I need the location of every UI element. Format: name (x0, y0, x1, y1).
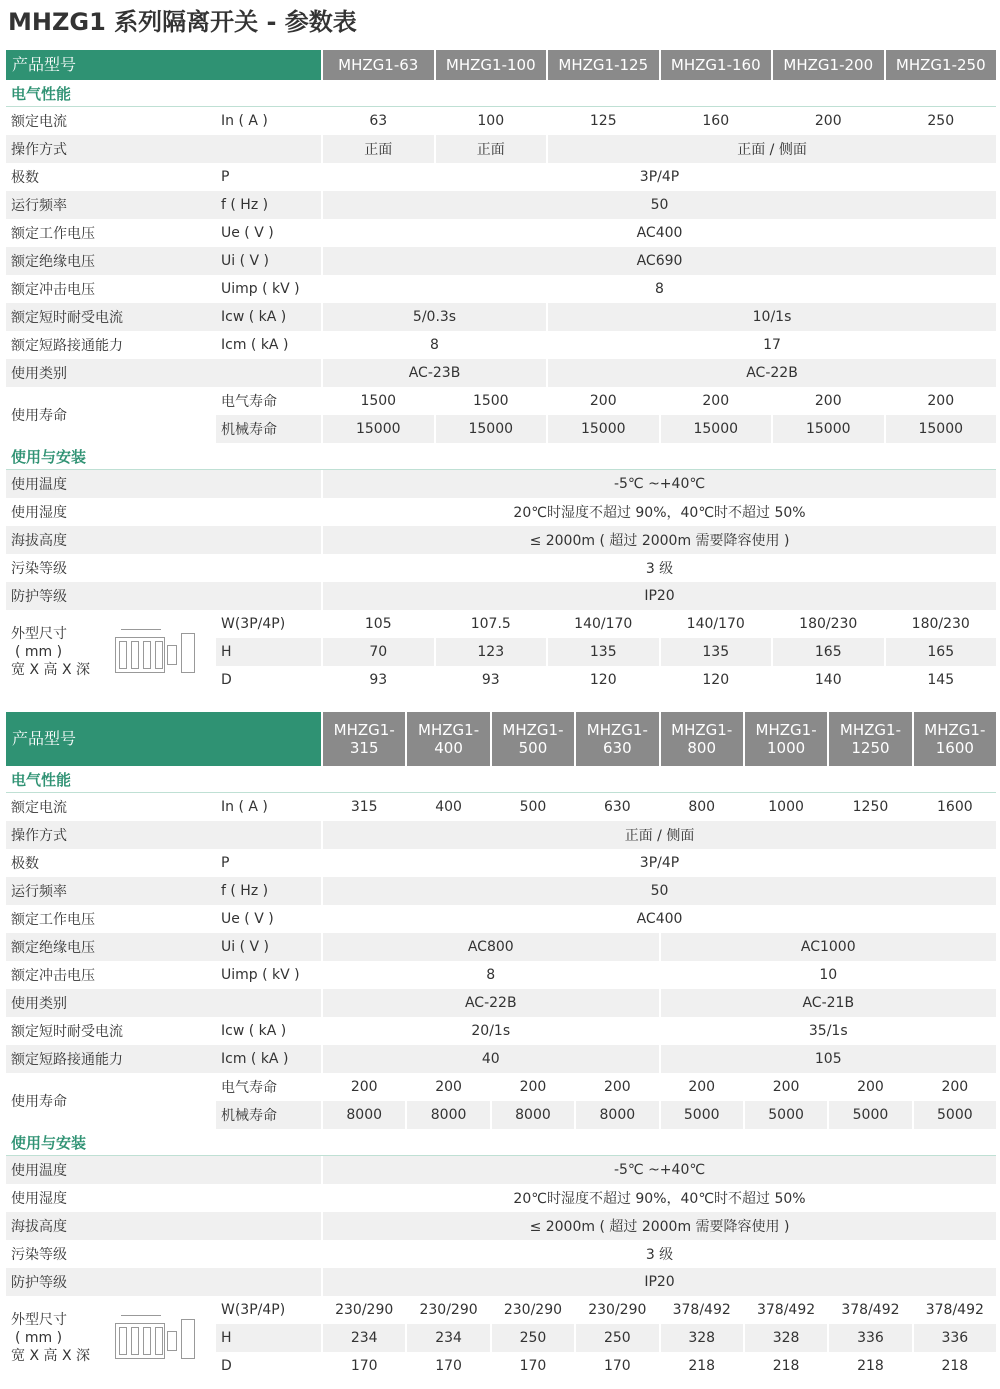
cell: 140 (771, 666, 884, 694)
section-title: 电气性能 (6, 766, 996, 793)
row-param: 机械寿命 (216, 415, 321, 443)
cell: 234 (321, 1324, 405, 1352)
table-row (6, 933, 996, 961)
cell: 200 (743, 1073, 827, 1101)
cell: AC1000 (659, 933, 997, 961)
row-param (216, 989, 321, 1017)
table-row (6, 877, 996, 905)
table-row (6, 821, 996, 849)
table-header-row (6, 50, 996, 80)
table-row (6, 989, 996, 1017)
cell: 8000 (321, 1101, 405, 1129)
cell: AC400 (321, 219, 996, 247)
row-param: Uimp ( kV ) (221, 281, 300, 297)
row-label: 额定电流 (11, 114, 67, 130)
model-col: MHZG1-315 (321, 712, 405, 766)
cell: 218 (912, 1352, 996, 1380)
row-label: 使用温度 (6, 1156, 321, 1184)
cell: 8000 (405, 1101, 489, 1129)
cell: 378/492 (659, 1296, 743, 1324)
row-param: Ui ( V ) (216, 247, 321, 275)
row-label: 污染等级 (11, 1247, 67, 1263)
row-param: Uimp ( kV ) (221, 967, 300, 983)
cell: 200 (771, 107, 884, 135)
cell: 120 (546, 666, 659, 694)
cell: 315 (321, 793, 405, 821)
cell: 正面 / 侧面 (546, 135, 996, 163)
row-label: 操作方式 (6, 821, 216, 849)
row-param: f ( Hz ) (216, 877, 321, 905)
cell: 123 (434, 638, 547, 666)
cell: 5000 (827, 1101, 911, 1129)
row-param: H (216, 638, 321, 666)
cell: 200 (827, 1073, 911, 1101)
cell: 3 级 (321, 1240, 996, 1268)
row-label: 额定绝缘电压 (6, 933, 216, 961)
cell: 35/1s (659, 1017, 997, 1045)
table-row (6, 247, 996, 275)
cell: 218 (827, 1352, 911, 1380)
cell: 1600 (912, 793, 996, 821)
cell: 5000 (912, 1101, 996, 1129)
cell: 105 (321, 610, 434, 638)
row-param: Icm ( kA ) (221, 337, 289, 353)
row-label: 海拔高度 (6, 526, 321, 554)
cell: 正面 (321, 135, 434, 163)
switch-outline-drawing-icon (111, 1311, 201, 1365)
table-row (6, 793, 996, 821)
cell: 15000 (546, 415, 659, 443)
cell: 200 (912, 1073, 996, 1101)
cell: ≤ 2000m ( 超过 2000m 需要降容使用 ) (321, 526, 996, 554)
dimensions-label (6, 610, 216, 694)
model-col: MHZG1-63 (321, 50, 434, 80)
cell: AC-22B (546, 359, 996, 387)
cell: 8 (321, 275, 996, 303)
section-title: 使用与安装 (6, 443, 996, 470)
cell: 170 (405, 1352, 489, 1380)
cell: 10/1s (546, 303, 996, 331)
cell: 200 (659, 1073, 743, 1101)
cell: 1250 (827, 793, 911, 821)
model-col: MHZG1-160 (659, 50, 772, 80)
cell: 165 (771, 638, 884, 666)
section-title: 电气性能 (6, 80, 996, 107)
cell: 120 (659, 666, 772, 694)
row-label: 使用湿度 (11, 1191, 67, 1207)
cell: 3 级 (321, 554, 996, 582)
cell: 15000 (321, 415, 434, 443)
cell: AC800 (321, 933, 659, 961)
switch-outline-drawing-icon (111, 625, 201, 679)
table-row (6, 582, 996, 610)
cell: 50 (321, 191, 996, 219)
row-label: 使用温度 (6, 470, 321, 498)
row-param (216, 135, 321, 163)
row-label: 额定绝缘电压 (6, 247, 216, 275)
cell: 230/290 (574, 1296, 658, 1324)
model-col: MHZG1-1600 (912, 712, 996, 766)
spec-table-2 (6, 712, 996, 1380)
row-label: 运行频率 (6, 191, 216, 219)
cell: 230/290 (405, 1296, 489, 1324)
cell: 378/492 (743, 1296, 827, 1324)
row-param: D (221, 672, 232, 688)
row-param (216, 821, 321, 849)
table-row (6, 135, 996, 163)
table-row (6, 1045, 996, 1073)
row-label: 使用寿命 (6, 1073, 216, 1129)
table-row (6, 1296, 996, 1324)
cell: 250 (574, 1324, 658, 1352)
cell: 200 (405, 1073, 489, 1101)
row-param: Ue ( V ) (221, 225, 274, 241)
cell: 140/170 (546, 610, 659, 638)
cell: 1000 (743, 793, 827, 821)
model-col: MHZG1-250 (884, 50, 997, 80)
cell: 15000 (434, 415, 547, 443)
table-row (6, 359, 996, 387)
row-label: 防护等级 (6, 1268, 321, 1296)
cell: 135 (659, 638, 772, 666)
row-param: 电气寿命 (221, 1080, 277, 1096)
table-header-row (6, 712, 996, 766)
table-row (6, 526, 996, 554)
table-row (6, 219, 996, 247)
dims-label-2: ( mm ) (15, 644, 63, 660)
model-col: MHZG1-800 (659, 712, 743, 766)
cell: 328 (743, 1324, 827, 1352)
cell: 200 (771, 387, 884, 415)
row-label: 额定冲击电压 (11, 282, 95, 298)
table-row (6, 387, 996, 415)
cell: 230/290 (321, 1296, 405, 1324)
table-row (6, 303, 996, 331)
cell: 135 (546, 638, 659, 666)
cell: 234 (405, 1324, 489, 1352)
cell: 20℃时湿度不超过 90%，40℃时不超过 50% (321, 498, 996, 526)
cell: 200 (321, 1073, 405, 1101)
cell: 200 (659, 387, 772, 415)
section-heading (6, 766, 996, 793)
cell: AC-22B (321, 989, 659, 1017)
dims-label-3: 宽 X 高 X 深 (11, 1348, 90, 1364)
model-col: MHZG1-1250 (827, 712, 911, 766)
row-param: W(3P/4P) (221, 616, 286, 632)
row-label: 污染等级 (11, 561, 67, 577)
cell: -5℃ ~+40℃ (321, 1156, 996, 1184)
row-param: In ( A ) (221, 113, 268, 129)
table-row (6, 610, 996, 638)
model-col: MHZG1-1000 (743, 712, 827, 766)
cell: 10 (659, 961, 997, 989)
cell: 218 (743, 1352, 827, 1380)
cell: 378/492 (912, 1296, 996, 1324)
cell: 180/230 (771, 610, 884, 638)
row-label: 额定短时耐受电流 (11, 1024, 123, 1040)
cell: 正面 / 侧面 (321, 821, 996, 849)
row-param (216, 359, 321, 387)
cell: 5000 (659, 1101, 743, 1129)
model-col: MHZG1-125 (546, 50, 659, 80)
cell: 180/230 (884, 610, 997, 638)
cell: 630 (574, 793, 658, 821)
row-param: D (221, 1358, 232, 1374)
header-label: 产品型号 (6, 50, 321, 80)
cell: 1500 (321, 387, 434, 415)
row-label: 使用类别 (6, 989, 216, 1017)
row-label: 使用类别 (6, 359, 216, 387)
model-col: MHZG1-200 (771, 50, 884, 80)
cell: 17 (546, 331, 996, 359)
spec-table-1 (6, 50, 996, 694)
table-row (6, 961, 996, 989)
table-row (6, 905, 996, 933)
section-heading (6, 1129, 996, 1156)
row-label: 运行频率 (6, 877, 216, 905)
cell: -5℃ ~+40℃ (321, 470, 996, 498)
cell: 170 (490, 1352, 574, 1380)
dims-label-1: 外型尺寸 (11, 1312, 67, 1328)
model-col: MHZG1-500 (490, 712, 574, 766)
table-row (6, 1073, 996, 1101)
cell: 93 (321, 666, 434, 694)
table-row (6, 331, 996, 359)
cell: 230/290 (490, 1296, 574, 1324)
cell: AC-23B (321, 359, 546, 387)
model-col: MHZG1-100 (434, 50, 547, 80)
row-param: Icw ( kA ) (221, 1023, 287, 1039)
dimensions-label (6, 1296, 216, 1380)
table-row (6, 1156, 996, 1184)
cell: AC400 (321, 905, 996, 933)
cell: 20/1s (321, 1017, 659, 1045)
cell: 336 (827, 1324, 911, 1352)
row-param: W(3P/4P) (221, 1302, 286, 1318)
page-title: MHZG1 系列隔离开关 - 参数表 (8, 8, 357, 36)
cell: 105 (659, 1045, 997, 1073)
row-param: 电气寿命 (221, 394, 277, 410)
cell: 3P/4P (321, 849, 996, 877)
cell: 40 (321, 1045, 659, 1073)
row-param: P (221, 855, 230, 871)
cell: 15000 (659, 415, 772, 443)
cell: 3P/4P (321, 163, 996, 191)
row-label: 额定电流 (11, 800, 67, 816)
row-param: In ( A ) (221, 799, 268, 815)
dims-label-1: 外型尺寸 (11, 626, 67, 642)
table-row (6, 107, 996, 135)
cell: 400 (405, 793, 489, 821)
row-label: 操作方式 (6, 135, 216, 163)
cell: 500 (490, 793, 574, 821)
table-row (6, 1017, 996, 1045)
row-label: 极数 (11, 856, 39, 872)
cell: 8000 (574, 1101, 658, 1129)
cell: 200 (574, 1073, 658, 1101)
cell: 145 (884, 666, 997, 694)
cell: 15000 (771, 415, 884, 443)
row-param: Ui ( V ) (216, 933, 321, 961)
row-label: 额定短路接通能力 (6, 1045, 216, 1073)
cell: 8 (321, 331, 546, 359)
table-row (6, 554, 996, 582)
table-row (6, 275, 996, 303)
dims-label-3: 宽 X 高 X 深 (11, 662, 90, 678)
table-row (6, 1184, 996, 1212)
row-label: 使用湿度 (11, 505, 67, 521)
row-param: Icm ( kA ) (216, 1045, 321, 1073)
cell: 170 (574, 1352, 658, 1380)
table-row (6, 1268, 996, 1296)
cell: AC690 (321, 247, 996, 275)
row-label: 使用寿命 (6, 387, 216, 443)
cell: ≤ 2000m ( 超过 2000m 需要降容使用 ) (321, 1212, 996, 1240)
row-label: 极数 (11, 170, 39, 186)
table-row (6, 1212, 996, 1240)
cell: 8 (321, 961, 659, 989)
cell: 63 (321, 107, 434, 135)
cell: 200 (546, 387, 659, 415)
cell: 165 (884, 638, 997, 666)
cell: 170 (321, 1352, 405, 1380)
cell: 140/170 (659, 610, 772, 638)
row-param: Ue ( V ) (221, 911, 274, 927)
cell: 50 (321, 877, 996, 905)
table-row (6, 191, 996, 219)
dims-label-2: ( mm ) (15, 1330, 63, 1346)
section-heading (6, 443, 996, 470)
cell: 218 (659, 1352, 743, 1380)
table-row (6, 163, 996, 191)
cell: 200 (490, 1073, 574, 1101)
cell: 正面 (434, 135, 547, 163)
cell: 8000 (490, 1101, 574, 1129)
cell: 328 (659, 1324, 743, 1352)
cell: 5/0.3s (321, 303, 546, 331)
row-label: 额定冲击电压 (11, 968, 95, 984)
row-label: 额定短路接通能力 (11, 338, 123, 354)
cell: 70 (321, 638, 434, 666)
row-label: 额定工作电压 (11, 912, 95, 928)
cell: 125 (546, 107, 659, 135)
cell: 250 (490, 1324, 574, 1352)
cell: 800 (659, 793, 743, 821)
cell: 20℃时湿度不超过 90%，40℃时不超过 50% (321, 1184, 996, 1212)
header-label: 产品型号 (6, 712, 321, 766)
cell: AC-21B (659, 989, 997, 1017)
row-param: Icw ( kA ) (216, 303, 321, 331)
model-col: MHZG1-630 (574, 712, 658, 766)
row-param: H (216, 1324, 321, 1352)
cell: 1500 (434, 387, 547, 415)
table-row (6, 1240, 996, 1268)
row-label: 额定工作电压 (11, 226, 95, 242)
cell: 336 (912, 1324, 996, 1352)
section-title: 使用与安装 (6, 1129, 996, 1156)
cell: IP20 (321, 1268, 996, 1296)
cell: 100 (434, 107, 547, 135)
cell: IP20 (321, 582, 996, 610)
row-param: f ( Hz ) (216, 191, 321, 219)
cell: 200 (884, 387, 997, 415)
cell: 93 (434, 666, 547, 694)
cell: 107.5 (434, 610, 547, 638)
section-heading (6, 80, 996, 107)
row-label: 额定短时耐受电流 (6, 303, 216, 331)
table-row (6, 470, 996, 498)
cell: 378/492 (827, 1296, 911, 1324)
cell: 250 (884, 107, 997, 135)
cell: 15000 (884, 415, 997, 443)
table-row (6, 498, 996, 526)
model-col: MHZG1-400 (405, 712, 489, 766)
cell: 160 (659, 107, 772, 135)
row-param: 机械寿命 (216, 1101, 321, 1129)
cell: 5000 (743, 1101, 827, 1129)
row-label: 防护等级 (6, 582, 321, 610)
row-param: P (221, 169, 230, 185)
table-row (6, 849, 996, 877)
row-label: 海拔高度 (6, 1212, 321, 1240)
